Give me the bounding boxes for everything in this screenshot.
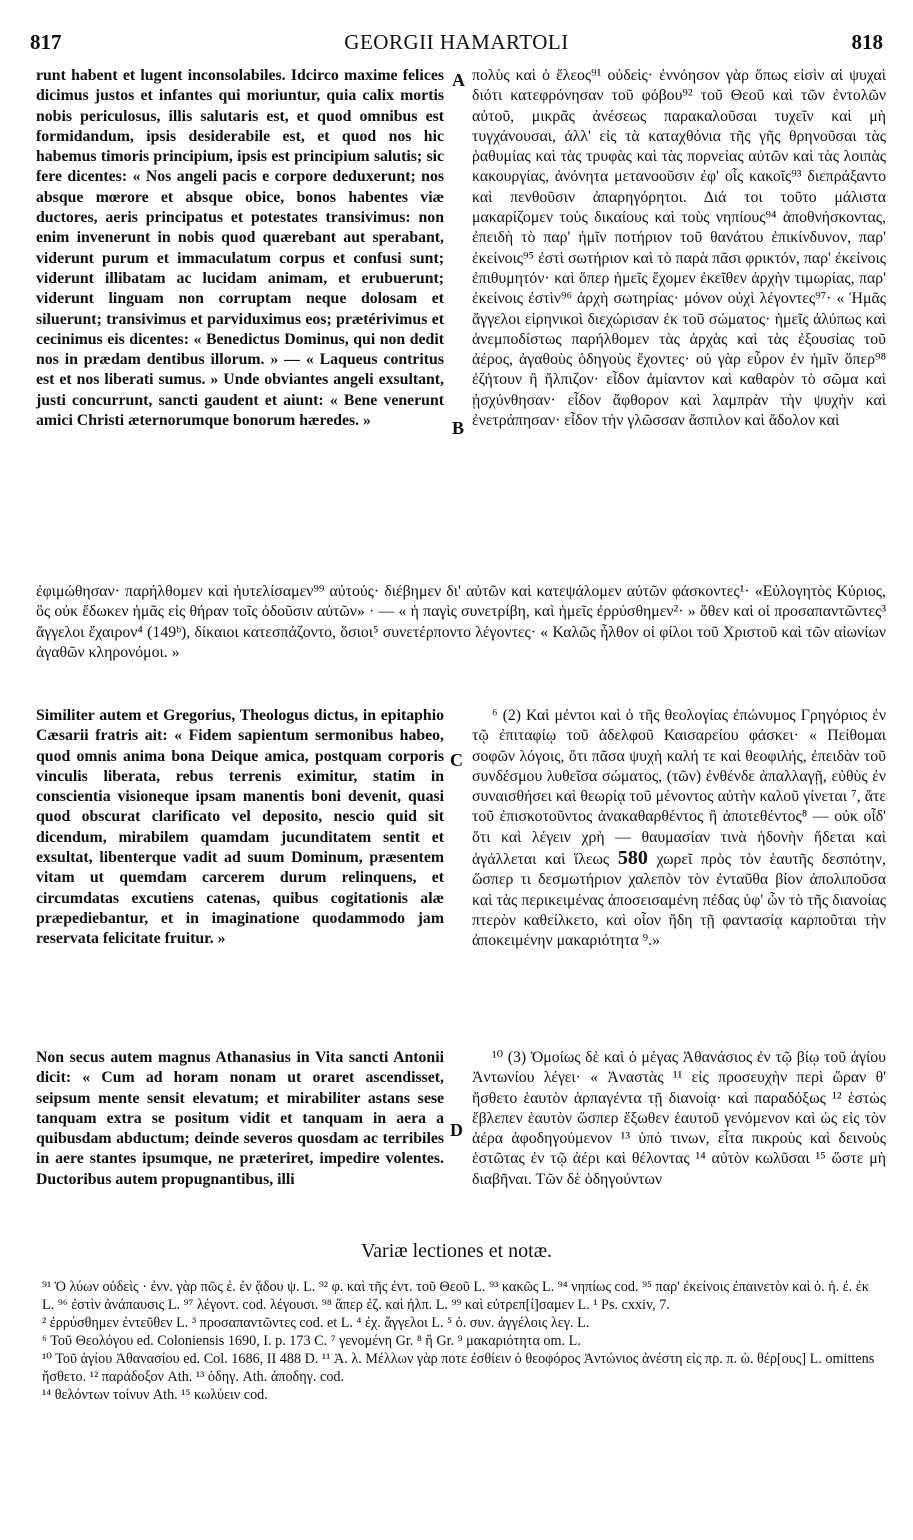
notes-title: Variæ lectiones et notæ. [360, 1240, 553, 1262]
greek-column-section-1 [472, 66, 886, 431]
margin-marker-b: B [452, 418, 465, 438]
page-header [30, 30, 883, 60]
latin-paragraph-3: Non secus autem magnus Athanasius in Vita sancti Antonii dicit: « Cum ad horam nonam ut oraret ascendisset, seipsum mente sensit elevatum; et mirabiliter astans sese tanquam extra se positum vidit et tanquam in aera a quibusdam abductum; deinde severos quosdam ac terribiles in aere stantes ipsumque, ne præteriret, impedire volentes. Ductoribus autem propugnantibus, illi [36, 1049, 444, 1188]
note-line: ⁹¹ Ὁ λύων οὐδεὶς · ἐνν. γὰρ πῶς ἐ. ἐν ᾅδου ψ. L. ⁹² φ. καὶ τῆς ἐντ. τοῦ Θεοῦ L. ⁹³ κακῶς L. ⁹⁴ νηπίως cod. ⁹⁵ παρ' ἐκείνοις ἐπαινετὸν καὶ ὁ. ἡ. ἐ. ἐκ L. ⁹⁶ ἐστὶν ἀνάπαυσις L. ⁹⁷ λέγοντ. cod. λέγουσι. ⁹⁸ ἅπερ ἐζ. καὶ ἠλπ. L. ⁹⁹ καὶ εὐτρεπ[ί]σαμεν L. ¹ Ps. cxxiv, 7. [42, 1279, 869, 1313]
greek-page-number: 580 [617, 847, 648, 870]
greek-column-section-3 [472, 1048, 886, 1190]
greek-full-width-paragraph: ἐφιμώθησαν· παρήλθομεν καὶ ἠυτελίσαμεν⁹⁹ αὐτούς· διέβημεν δι' αὐτῶν καὶ κατεψάλομεν αὐτῶν φάσκοντες¹· «Εὐλογητὸς Κύριος, ὃς οὐκ ἔδωκεν ἡμᾶς εἰς θήραν τοῖς ὀδοῦσιν αὐτῶν» · — « ἡ παγὶς συνετρίβη, καὶ ἡμεῖς ἐρρύσθημεν²· » ὅθεν καὶ οἱ προσαπαντῶντες³ ἄγγελοι ἔχαιρον⁴ (149ᵇ), δίκαιοι κατεσπάζοντο, ὅσιοι⁵ συνετέρποντο λέγοντες· « Καλῶς ἦλθον οἱ φίλοι τοῦ Χριστοῦ καὶ τῶν αἰωνίων ἀγαθῶν κληρονόμοι. » [36, 583, 886, 661]
page-number-left: 817 [30, 30, 62, 54]
note-line: ¹⁴ θελόντων τοίνυν Ath. ¹⁵ κωλύειν cod. [42, 1387, 268, 1403]
note-line: ¹⁰ Τοῦ ἁγίου Ἀθανασίου ed. Col. 1686, II 488 D. ¹¹ Ἀ. λ. Μέλλων γὰρ ποτε ἐσθίειν ὁ θεοφόρος Ἀντώνιος ἀνέστη εἰς πρ. π. ὡ. θέρ[ους] L. omittens ἤσθετο. ¹² παράδοξον Ath. ¹³ ὁδηγ. Ath. ἀποδηγ. cod. [42, 1351, 875, 1385]
note-line: ⁶ Τοῦ Θεολόγου ed. Coloniensis 1690, I. p. 173 C. ⁷ γενομένη Gr. ⁸ ἢ Gr. ⁹ μακαριότητα om. L. [42, 1333, 581, 1349]
greek-paragraph-3: ¹⁰ (3) Ὁμοίως δὲ καὶ ὁ μέγας Ἀθανάσιος ἐν τῷ βίῳ τοῦ ἁγίου Ἀντωνίου λέγει· « Ἀναστὰς ¹¹ εἰς προσευχὴν περὶ ὥραν θ' ἤσθετο ἑαυτὸν ἁρπαγέντα τῇ διανοίᾳ· καὶ παραδόξως ¹² ἑστὼς ἔβλεπεν ἑαυτὸν ὥσπερ ἔξωθεν ἑαυτοῦ γενόμενον καὶ ὡς εἰς τὸν ἀέρα ἀφοδηγούμενον ¹³ ὑπό τινων, εἶτα πικροὺς καὶ δεινοὺς ἑστῶτας ἐν τῷ ἀέρι καὶ θέλοντας ¹⁴ αὐτὸν κωλῦσαι ¹⁵ ὥστε μὴ διαβῆναι. Τῶν δὲ ὁδηγούντων [472, 1049, 886, 1188]
running-title: GEORGII HAMARTOLI [344, 30, 569, 54]
latin-column-section-3 [36, 1048, 444, 1190]
notes-block [42, 1278, 882, 1404]
greek-paragraph-2-part-b: χωρεῖ πρὸς τὸν ἑαυτῆς δεσπότην, ὥσπερ τι δεσμωτήριον χαλεπὸν τὸν ἐνταῦθα βίον ἀπολιποῦσα καὶ τὰς περικειμένας ἀποσεισαμένη πέδας ὑφ' ὧν τὸ τῆς διανοίας πτερὸν καθείλκετο, καὶ οἷον ἤδη τῇ φαντασίᾳ καρποῦται τὴν ἀποκειμένην μακαριότητα ⁹.» [472, 851, 887, 950]
note-line: ² ἐρρύσθημεν ἐντεῦθεν L. ³ προσαπαντῶντες cod. et L. ⁴ ἐχ. ἄγγελοι L. ⁵ ὁ. συν. ἀγγέλοις λεγ. L. [42, 1315, 590, 1331]
margin-marker-c: C [450, 750, 463, 770]
margin-marker-a: A [452, 70, 465, 90]
latin-column-section-1 [36, 66, 444, 431]
latin-paragraph-2: Similiter autem et Gregorius, Theologus dictus, in epitaphio Cæsarii fratris ait: « Fidem sapientum sermonibus habeo, quod omnis anima bona Deique amica, postquam corporis vinculis liberata, rebus terrenis eximitur, statim in conscientia visioneque ipsam manentis boni devenit, quasi quod obscurat clarificato vel deposito, nescio quid sit dicendum, mirabilem quamdam jucunditatem sentit et exsultat, libenterque vadit ad suum Dominum, præsentem vitam ut quemdam carcerem durum relinquens, et circumdatas excutiens catenas, quibus cogitationis alæ præpediebantur, et in imaginatione quodammodo jam reservata felicitate fruitur. » [36, 707, 444, 948]
margin-marker-d: D [450, 1120, 463, 1140]
page-number-right: 818 [851, 30, 883, 54]
latin-paragraph-1: runt habent et lugent inconsolabiles. Idcirco maxime felices dicimus justos et infantes qui moriuntur, quia calix mortis nobis periculosus, illis salutaris est, et quod omnibus est formidandum, ipsis desiderabile est, et quod nos hic habemus timoris principium, ipsis est principium salutis; sic fere dicentes: « Nos angeli pacis e corpore deduxerunt; nos absque mœrore et absque obice, bonos habentes viæ ductores, aeris principatus et potestates transivimus: non enim invenerunt in nobis quod quærebant aut sperabant, viderunt purum et immaculatum corpus et confusi sunt; viderunt illibatam ac lucidam animam, et erubuerunt; viderunt linguam non corruptam neque dolosam et siluerunt; transivimus et parviduximus eos; prætérivimus et cecinimus eis dicentes: « Benedictus Dominus, qui non dedit nos in prædam dentibus illorum. » — « Laqueus contritus est et nos liberati sumus. » Unde obviantes angeli exsultant, justi concurrunt, sancti gaudent et aiunt: « Bene venerunt amici Christi æternorumque bonorum hæredes. » [36, 67, 444, 430]
greek-paragraph-2-part-a: ⁶ (2) Καὶ μέντοι καὶ ὁ τῆς θεολογίας ἐπώνυμος Γρηγόριος ἐν τῷ ἐπιταφίῳ τοῦ ἀδελφοῦ Καισαρείου φάσκει· « Πείθομαι σοφῶν λόγοις, ὅτι πᾶσα ψυχὴ καλή τε καὶ θεοφιλής, ἐπειδὰν τοῦ συνδέσμου λυθεῖσα σώματος, (τῶν) ἐνθένδε ἀπαλλαγῇ, εὐθὺς ἐν συναισθήσει καὶ θεωρίᾳ τοῦ μένοντος αὐτὴν καλοῦ γίνεται ⁷, ἅτε τοῦ ἐπισκοτοῦντος ἀνακαθαρθέντος ἢ ἀποτεθέντος⁸ — οὐκ οἶδ' ὅτι καὶ λέγειν χρὴ — θαυμασίαν τινὰ ἡδονὴν ἥδεται καὶ ἀγάλλεται καὶ ἵλεως [472, 707, 886, 869]
greek-paragraph-2 [472, 706, 886, 952]
greek-full-width-section [36, 582, 886, 663]
greek-paragraph-1: πολὺς καὶ ὁ ἔλεος⁹¹ οὐδεὶς· ἐννόησον γὰρ ὅπως εἰσὶν αἱ ψυχαὶ διότι κατεφρόνησαν τοῦ φόβου⁹² τοῦ Θεοῦ καὶ τῶν ἐντολῶν αὐτοῦ, μικρᾶς ἀνέσεως παρακαλοῦσαι τυχεῖν καὶ μὴ τυγχάνουσαι, ἀλλ' εἰς τὰ καταχθόνια τῆς γῆς θρηνοῦσαι τὰς ῥαθυμίας καὶ τὰς τρυφὰς καὶ τὰς πορνείας αὐτῶν καὶ τὰς λοιπὰς κακουργίας, ἀνόνητα μετανοοῦσιν ἐφ' οἷς κακοῖς⁹³ διεπράξαντο καὶ πενθοῦσιν ἀπαρηγόρητοι. Διά τοι τοῦτο μάλιστα μακαρίζομεν τοὺς δικαίους καὶ τοὺς νηπίους⁹⁴ ἀποθνήσκοντας, ἐπειδὴ τὸ παρ' ἡμῖν ποτήριον τοῦ θανάτου ἐπικίνδυνον, παρ' ἐκείνοις⁹⁵ ἐστὶ σωτήριον καὶ τὸ παρὰ πᾶσι φρικτόν, παρ' ἐκείνοις ἐπιθυμητόν· καὶ ὅπερ ἡμεῖς ἔχομεν ἐκεῖθεν ἀρχὴν τιμωρίας, παρ' ἐκείνοις ἐστὶν⁹⁶ ἀρχὴ σωτηρίας· μόνον οὐχὶ λέγοντες⁹⁷· « Ἡμᾶς ἄγγελοι εἰρηνικοὶ διεχώρισαν ἐκ τοῦ σώματος· ἡμεῖς ἀλύπως καὶ ἀνεμποδίστως παρήλθομεν τὰς ἀρχὰς καὶ τὰς ἐξουσίας τοῦ ἀέρος, ἀγαθοὺς ὁδηγοὺς ἔχοντες· οὐ γὰρ εὗρον ἐν ἡμῖν ὅπερ⁹⁸ ἐζήτουν ἢ ἤλπιζον· εἶδον ἀμίαντον καὶ καθαρὸν τὸ σῶμα καὶ ᾐσχύνθησαν· εἶδον ἄφθορον καὶ λαμπρὰν τὴν ψυχὴν καὶ ἐνετράπησαν· εἶδον τὴν γλῶσσαν ἄσπιλον καὶ ἄδολον καὶ [472, 67, 886, 430]
latin-column-section-2 [36, 706, 444, 950]
greek-column-section-2 [472, 706, 886, 952]
